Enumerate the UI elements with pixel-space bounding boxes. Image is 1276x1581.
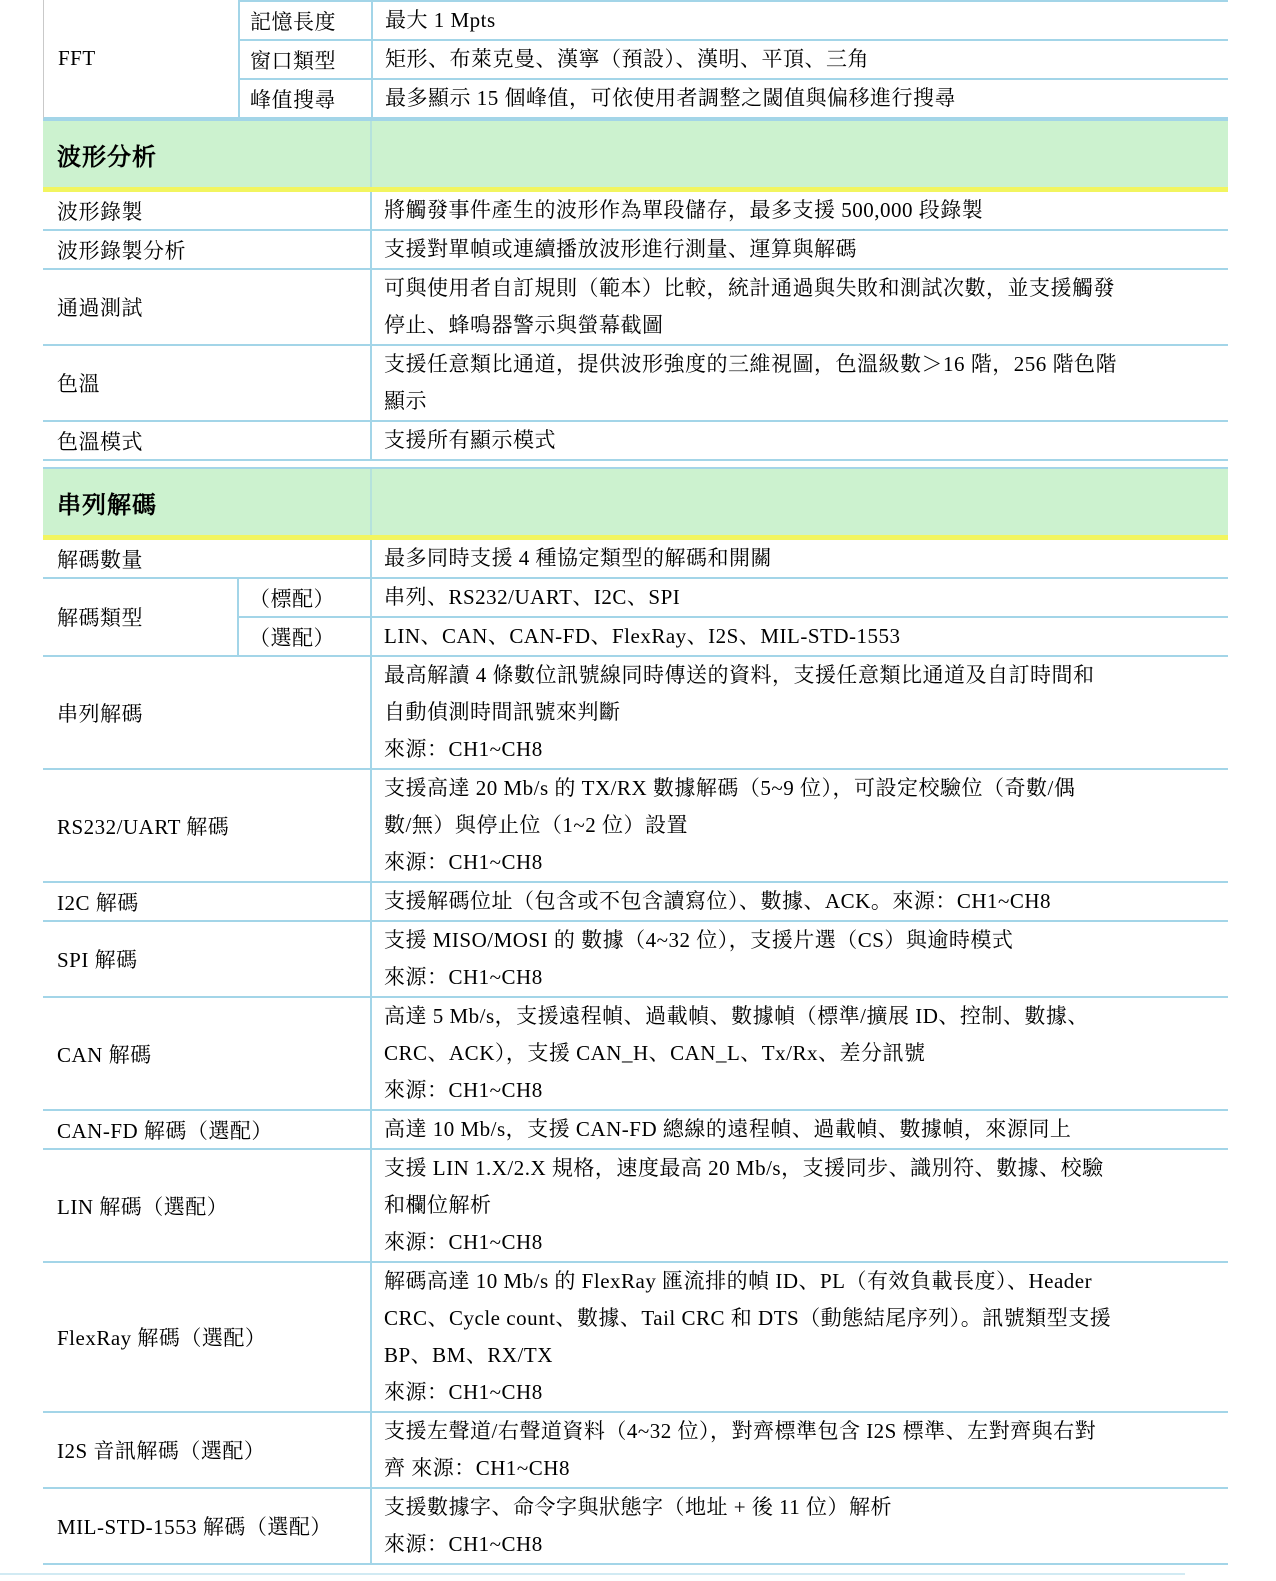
row-content-cell (370, 422, 1228, 459)
row-label-cell (43, 883, 370, 920)
table-row (43, 231, 1228, 270)
group-subrow (238, 39, 1228, 78)
content-line: LIN、CAN、CAN-FD、FlexRay、I2S、MIL-STD-1553 (384, 624, 901, 648)
content-line: 來源：CH1~CH8 (384, 1532, 543, 1556)
content-line: 最高解讀 4 條數位訊號線同時傳送的資料，支援任意類比通道及自訂時間和 (384, 663, 1095, 687)
subrow-label: 窗口類型 (250, 48, 336, 73)
subrow-label: 記憶長度 (250, 9, 336, 34)
content-line: 支援解碼位址（包含或不包含讀寫位）、數據、ACK。來源：CH1~CH8 (384, 889, 1052, 913)
content-line: 高達 10 Mb/s，支援 CAN-FD 總線的遠程幀、過載幀、數據幀，來源同上 (384, 1117, 1072, 1141)
row-label-cell (43, 998, 370, 1109)
section-title: 串列解碼 (57, 492, 157, 519)
row-label: MIL-STD-1553 解碼（選配） (57, 1515, 332, 1539)
row-label: CAN 解碼 (57, 1042, 152, 1067)
row-content-cell (370, 770, 1228, 881)
content-line: 支援高達 20 Mb/s 的 TX/RX 數據解碼（5~9 位），可設定校驗位（奇數/偶 (384, 776, 1076, 800)
section-header-waveform-analysis (43, 119, 1228, 192)
subrow-content-cell (370, 618, 1228, 655)
subrow-content-cell (370, 579, 1228, 616)
section-header-serial-decode (43, 467, 1228, 540)
content-line: 最多同時支援 4 種協定類型的解碼和開關 (384, 546, 772, 570)
subrow-label: （選配） (249, 625, 335, 650)
row-content-cell (370, 270, 1228, 344)
row-label: 色溫 (57, 372, 100, 396)
group-label-cell (43, 579, 237, 655)
row-label: I2C 解碼 (57, 890, 139, 915)
content-line: 顯示 (384, 389, 427, 413)
row-label: 串列解碼 (57, 701, 143, 726)
subrow-label: 峰值搜尋 (250, 87, 336, 112)
table-row (43, 346, 1228, 422)
table-row (43, 998, 1228, 1111)
row-label: 波形錄製 (57, 199, 143, 224)
row-label-cell (43, 231, 370, 268)
row-content-cell (370, 1263, 1228, 1411)
content-line: 齊 來源：CH1~CH8 (384, 1456, 570, 1480)
table-row (43, 922, 1228, 998)
row-label: 通過測試 (57, 296, 143, 320)
content-line: 來源：CH1~CH8 (384, 1230, 543, 1254)
row-label: FlexRay 解碼（選配） (57, 1326, 267, 1350)
row-label: SPI 解碼 (57, 948, 138, 972)
content-line: 解碼高達 10 Mb/s 的 FlexRay 匯流排的幀 ID、PL（有效負載長度）、Header (384, 1269, 1093, 1293)
group-subrows (237, 579, 1228, 655)
row-label-cell (43, 1489, 370, 1563)
subrow-content-cell (371, 41, 1228, 78)
row-content-cell (370, 1489, 1228, 1563)
table-row (43, 422, 1228, 461)
content-line: 高達 5 Mb/s，支援遠程幀、過載幀、數據幀（標準/擴展 ID、控制、數據、 (384, 1004, 1089, 1028)
row-label-cell (43, 770, 370, 881)
subrow-label-cell (238, 80, 371, 117)
content-line: 支援任意類比通道，提供波形強度的三維視圖，色溫級數＞16 階，256 階色階 (384, 352, 1117, 376)
table-row (43, 657, 1228, 770)
table-row (43, 192, 1228, 231)
content-line: 支援對單幀或連續播放波形進行測量、運算與解碼 (384, 237, 857, 261)
row-content-cell (370, 540, 1228, 577)
row-content-cell (370, 998, 1228, 1109)
content-line: 支援 MISO/MOSI 的 數據（4~32 位），支援片選（CS）與逾時模式 (384, 928, 1014, 952)
row-content-cell (370, 231, 1228, 268)
subrow-label-cell (237, 618, 370, 655)
subrow-label-cell (238, 2, 371, 39)
group-row-fft (43, 0, 1228, 119)
row-label-cell (43, 270, 370, 344)
table-row (43, 540, 1228, 579)
group-subrow (238, 78, 1228, 117)
group-subrow (237, 616, 1228, 655)
content-line: 可與使用者自訂規則（範本）比較，統計通過與失敗和測試次數，並支援觸發 (384, 276, 1115, 300)
row-label: I2S 音訊解碼（選配） (57, 1439, 266, 1463)
content-line: 來源：CH1~CH8 (384, 965, 543, 989)
row-label-cell (43, 422, 370, 459)
content-line: 支援數據字、命令字與狀態字（地址 + 後 11 位）解析 (384, 1495, 893, 1519)
group-label: 解碼類型 (57, 606, 143, 630)
subrow-label: （標配） (249, 586, 335, 611)
header-column-divider (370, 121, 372, 187)
content-line: 最大 1 Mpts (385, 8, 496, 32)
table-row (43, 770, 1228, 883)
page-bottom-rule (0, 1573, 1185, 1575)
row-label: 解碼數量 (57, 547, 143, 572)
content-line: 最多顯示 15 個峰值，可依使用者調整之閾值與偏移進行搜尋 (385, 86, 956, 110)
row-label-cell (43, 1150, 370, 1261)
row-label: LIN 解碼（選配） (57, 1194, 229, 1219)
spec-table (43, 0, 1228, 1565)
row-content-cell (370, 922, 1228, 996)
section-title: 波形分析 (57, 144, 157, 171)
group-subrow (237, 579, 1228, 616)
subrow-content-cell (371, 80, 1228, 117)
group-label: FFT (58, 46, 96, 70)
table-row (43, 1489, 1228, 1565)
content-line: 支援所有顯示模式 (384, 428, 556, 452)
row-content-cell (370, 883, 1228, 920)
content-line: 支援 LIN 1.X/2.X 規格，速度最高 20 Mb/s，支援同步、識別符、數據、校驗 (384, 1156, 1104, 1180)
content-line: 和欄位解析 (384, 1193, 492, 1217)
table-row (43, 1150, 1228, 1263)
row-label-cell (43, 657, 370, 768)
content-line: 數/無）與停止位（1~2 位）設置 (384, 813, 688, 837)
table-row (43, 1263, 1228, 1413)
row-label: CAN-FD 解碼（選配） (57, 1118, 273, 1143)
content-line: 停止、蜂鳴器警示與螢幕截圖 (384, 313, 664, 337)
subrow-content-cell (371, 2, 1228, 39)
content-line: CRC、Cycle count、數據、Tail CRC 和 DTS（動態結尾序列）。訊號類型支援 (384, 1306, 1112, 1330)
row-label-cell (43, 192, 370, 229)
content-line: 來源：CH1~CH8 (384, 850, 543, 874)
content-line: 串列、RS232/UART、I2C、SPI (384, 585, 681, 609)
row-label-cell (43, 540, 370, 577)
row-label: 色溫模式 (57, 429, 143, 454)
row-label-cell (43, 1263, 370, 1411)
header-column-divider (370, 469, 372, 535)
content-line: 支援左聲道/右聲道資料（4~32 位），對齊標準包含 I2S 標準、左對齊與右對 (384, 1419, 1097, 1443)
row-content-cell (370, 192, 1228, 229)
row-label: 波形錄製分析 (57, 238, 186, 263)
content-line: 將觸發事件產生的波形作為單段儲存，最多支援 500,000 段錄製 (384, 198, 984, 222)
row-label-cell (43, 346, 370, 420)
row-label: RS232/UART 解碼 (57, 814, 230, 839)
content-line: 矩形、布萊克曼、漢寧（預設）、漢明、平頂、三角 (385, 47, 869, 71)
content-line: 自動偵測時間訊號來判斷 (384, 700, 621, 724)
row-content-cell (370, 1413, 1228, 1487)
group-row-decode-type (43, 579, 1228, 657)
table-row (43, 270, 1228, 346)
row-content-cell (370, 1111, 1228, 1148)
group-subrows (238, 0, 1228, 117)
group-label-cell (44, 0, 238, 117)
subrow-label-cell (238, 41, 371, 78)
table-row (43, 1413, 1228, 1489)
table-row (43, 1111, 1228, 1150)
content-line: 來源：CH1~CH8 (384, 1380, 543, 1404)
group-subrow (238, 2, 1228, 39)
content-line: CRC、ACK），支援 CAN_H、CAN_L、Tx/Rx、差分訊號 (384, 1041, 926, 1065)
row-content-cell (370, 1150, 1228, 1261)
content-line: BP、BM、RX/TX (384, 1343, 553, 1367)
content-line: 來源：CH1~CH8 (384, 737, 543, 761)
row-content-cell (370, 346, 1228, 420)
row-label-cell (43, 922, 370, 996)
row-label-cell (43, 1413, 370, 1487)
table-row (43, 883, 1228, 922)
row-content-cell (370, 657, 1228, 768)
row-label-cell (43, 1111, 370, 1148)
subrow-label-cell (237, 579, 370, 616)
content-line: 來源：CH1~CH8 (384, 1078, 543, 1102)
